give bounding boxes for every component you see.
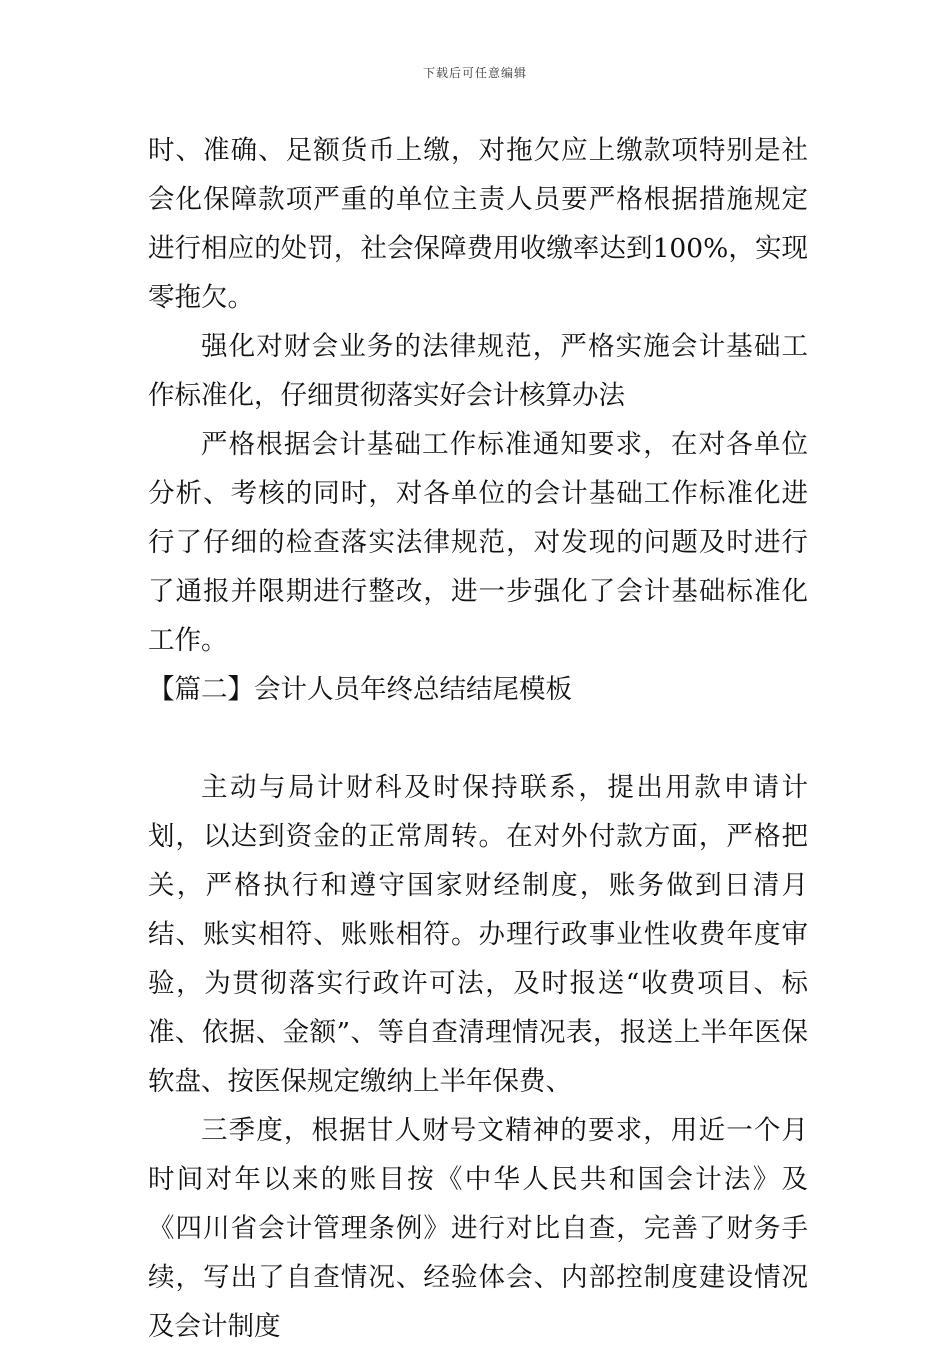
section-heading: 【篇二】会计人员年终总结结尾模板 — [148, 674, 572, 705]
blank-line — [148, 714, 808, 763]
paragraph-standards: 严格根据会计基础工作标准通知要求，在对各单位分析、考核的同时，对各单位的会计基础工作标准化进行了仔细的检查落实法律规范，对发现的问题及时进行了通报并限期进行整改，进一步强化了会计基础标准化工作。 — [148, 429, 808, 656]
paragraph-third-quarter: 三季度，根据甘人财号文精神的要求，用近一个月时间对年以来的账目按《中华人民共和国会计法》及《四川省会计管理条例》进行对比自查，完善了财务手续，写出了自查情况、经验体会、内部控制度建设情况及会计制度 — [148, 1115, 808, 1342]
paragraph-subheading: 强化对财会业务的法律规范，严格实施会计基础工作标准化，仔细贯彻落实好会计核算办法 — [148, 331, 808, 411]
paragraph-continuation: 时、准确、足额货币上缴，对拖欠应上缴款项特别是社会化保障款项严重的单位主责人员要严格根据措施规定进行相应的处罚，社会保障费用收缴率达到100%，实现零拖欠。 — [148, 135, 808, 313]
page-header-note: 下载后可任意编辑 — [422, 66, 527, 80]
document-body — [148, 126, 808, 1351]
paragraph-funds: 主动与局计财科及时保持联系，提出用款申请计划，以达到资金的正常周转。在对外付款方面，严格把关，严格执行和遵守国家财经制度，账务做到日清月结、账实相符、账账相符。办理行政事业性收费年度审验，为贯彻落实行政许可法，及时报送“收费项目、标准、依据、金额”、等自查清理情况表，报送上半年医保软盘、按医保规定缴纳上半年保费、 — [148, 772, 808, 1097]
